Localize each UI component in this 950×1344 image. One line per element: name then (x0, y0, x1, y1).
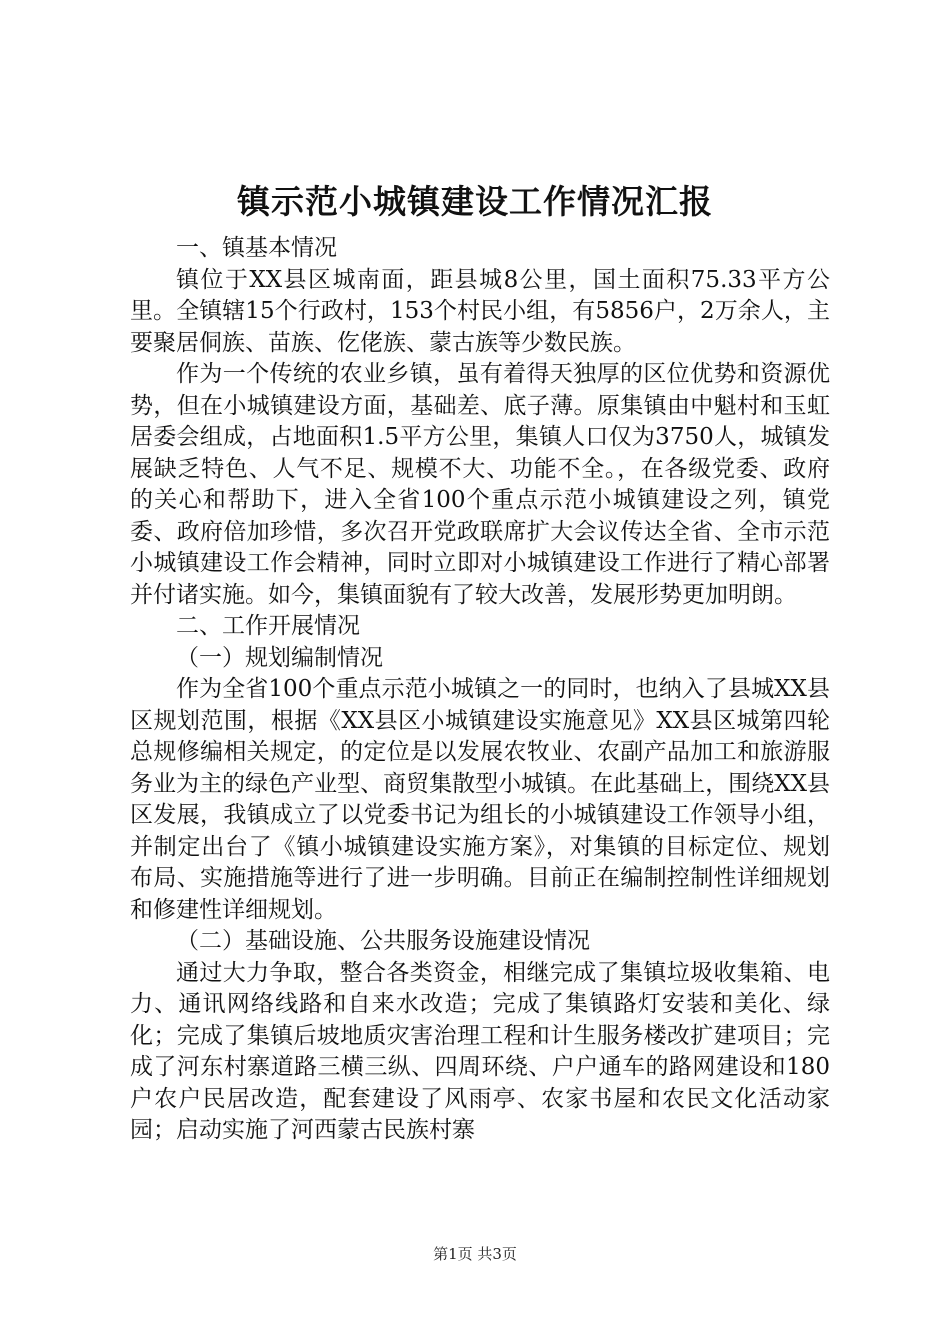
section-heading-work-progress: 二、工作开展情况 (176, 613, 360, 639)
paragraph-background: 作为一个传统的农业乡镇，虽有着得天独厚的区位优势和资源优势，但在小城镇建设方面，基础差、底子薄。原集镇由中魁村和玉虹居委会组成，占地面积1.5平方公里，集镇人口仅为3750人，城镇发展缺乏特色、人气不足、规模不大、功能不全。，在各级党委、政府的关心和帮助下，进入全省100个重点示范小城镇建设之列，镇党委、政府倍加珍惜，多次召开党政联席扩大会议传达全省、全市示范小城镇建设工作会精神，同时立即对小城镇建设工作进行了精心部署并付诸实施。如今，集镇面貌有了较大改善，发展形势更加明朗。 (130, 361, 830, 608)
paragraph-planning: 作为全省100个重点示范小城镇之一的同时，也纳入了县城XX县区规划范围，根据《XX县区小城镇建设实施意见》XX县区城第四轮总规修编相关规定，的定位是以发展农牧业、农副产品加工和旅游服务业为主的绿色产业型、商贸集散型小城镇。在此基础上，围绕XX县区发展，我镇成立了以党委书记为组长的小城镇建设工作领导小组，并制定出台了《镇小城镇建设实施方案》，对集镇的目标定位、规划布局、实施措施等进行了进一步明确。目前正在编制控制性详细规划和修建性详细规划。 (130, 676, 830, 923)
document-body (130, 233, 830, 1147)
document-title: 镇示范小城镇建设工作情况汇报 (237, 182, 713, 221)
paragraph-infrastructure: 通过大力争取，整合各类资金，相继完成了集镇垃圾收集箱、电力、通讯网络线路和自来水改造；完成了集镇路灯安装和美化、绿化；完成了集镇后坡地质灾害治理工程和计生服务楼改扩建项目；完成了河东村寨道路三横三纵、四周环绕、户户通车的路网建设和180户农户民居改造，配套建设了风雨亭、农家书屋和农民文化活动家园；启动实施了河西蒙古民族村寨 (130, 959, 830, 1143)
subsection-heading-infrastructure: （二）基础设施、公共服务设施建设情况 (176, 928, 590, 954)
page-footer: 第1页 共3页 (433, 1245, 517, 1263)
section-heading-basic-info: 一、镇基本情况 (176, 235, 337, 261)
subsection-heading-planning: （一）规划编制情况 (176, 644, 383, 671)
paragraph-overview: 镇位于XX县区城南面，距县城8公里，国土面积75.33平方公里。全镇辖15个行政村，153个村民小组，有5856户，2万余人，主要聚居侗族、苗族、仡佬族、蒙古族等少数民族。 (130, 266, 830, 356)
